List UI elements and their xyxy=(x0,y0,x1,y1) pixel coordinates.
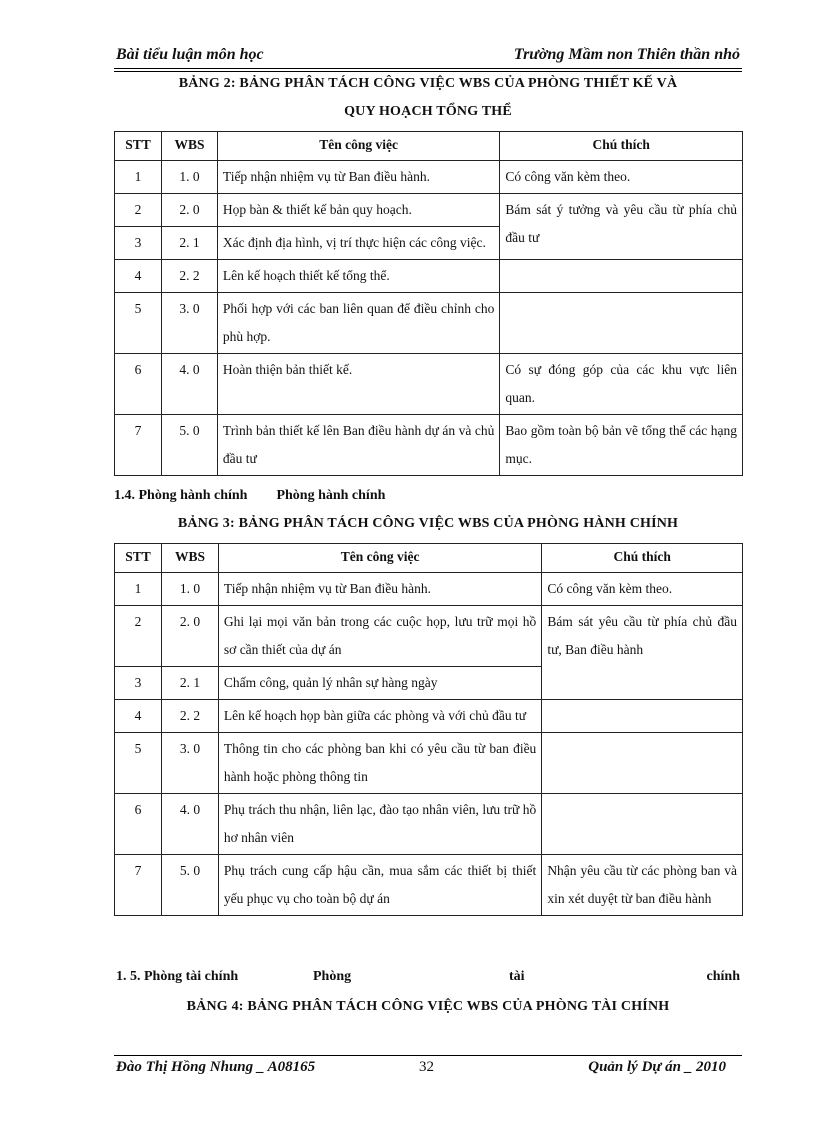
page-footer xyxy=(114,1059,742,1079)
cell-wbs: 4. 0 xyxy=(161,794,218,855)
cell-wbs: 2. 2 xyxy=(161,700,218,733)
header-rule xyxy=(114,68,742,69)
table2 xyxy=(114,131,743,476)
table-header-row xyxy=(115,544,743,573)
cell-wbs: 3. 0 xyxy=(161,733,218,794)
cell-task: Thông tin cho các phòng ban khi có yêu cầu từ ban điều hành hoặc phòng thông tin xyxy=(218,733,541,794)
header-task: Tên công việc xyxy=(218,544,541,573)
cell-note xyxy=(542,733,743,794)
cell-note: Bám sát yêu cầu từ phía chủ đầu tư, Ban điều hành xyxy=(542,606,743,700)
header-wbs: WBS xyxy=(161,544,218,573)
cell-note xyxy=(500,260,743,293)
table-header-row xyxy=(115,132,743,161)
cell-stt: 2 xyxy=(115,606,162,667)
cell-task: Ghi lại mọi văn bản trong các cuộc họp, lưu trữ mọi hồ sơ cần thiết của dự án xyxy=(218,606,541,667)
cell-wbs: 5. 0 xyxy=(161,855,218,916)
cell-stt: 1 xyxy=(115,161,162,194)
cell-stt: 3 xyxy=(115,667,162,700)
table3 xyxy=(114,543,743,916)
footer-subject: Quản lý Dự án _ 2010 xyxy=(588,1059,726,1075)
cell-stt: 6 xyxy=(115,794,162,855)
cell-note xyxy=(500,293,743,354)
cell-task: Phối hợp với các ban liên quan để điều chỉnh cho phù hợp. xyxy=(217,293,499,354)
cell-task: Phụ trách cung cấp hậu cần, mua sắm các thiết bị thiết yếu phục vụ cho toàn bộ dự án xyxy=(218,855,541,916)
cell-stt: 1 xyxy=(115,573,162,606)
table-row xyxy=(115,606,743,667)
section-word: Phòng xyxy=(313,969,352,984)
section-word: chính xyxy=(706,969,740,984)
header-school: Trường Mầm non Thiên thần nhỏ xyxy=(513,46,740,63)
cell-stt: 7 xyxy=(115,855,162,916)
table2-title-line1: BẢNG 2: BẢNG PHÂN TÁCH CÔNG VIỆC WBS CỦA PHÒNG THIẾT KẾ VÀ xyxy=(178,76,678,91)
cell-task: Họp bàn & thiết kế bản quy hoạch. xyxy=(217,194,499,227)
table-row xyxy=(115,354,743,415)
cell-wbs: 4. 0 xyxy=(161,354,217,415)
cell-note: Có công văn kèm theo. xyxy=(500,161,743,194)
section-word: tài xyxy=(509,969,525,984)
cell-stt: 7 xyxy=(115,415,162,476)
cell-task: Tiếp nhận nhiệm vụ từ Ban điều hành. xyxy=(218,573,541,606)
cell-stt: 5 xyxy=(115,293,162,354)
cell-wbs: 2. 0 xyxy=(161,606,218,667)
section-name: Phòng hành chính xyxy=(276,488,386,503)
section-label: 1. 5. Phòng tài chính xyxy=(116,969,239,984)
section-heading-1-4 xyxy=(114,488,385,504)
cell-wbs: 2. 2 xyxy=(161,260,217,293)
cell-stt: 6 xyxy=(115,354,162,415)
cell-stt: 5 xyxy=(115,733,162,794)
table-row xyxy=(115,161,743,194)
table-row xyxy=(115,855,743,916)
table-row xyxy=(115,293,743,354)
table-row xyxy=(115,700,743,733)
cell-wbs: 2. 0 xyxy=(161,194,217,227)
cell-note: Có sự đóng góp của các khu vực liên quan. xyxy=(500,354,743,415)
header-course: Bài tiểu luận môn học xyxy=(116,46,264,63)
header-note: Chú thích xyxy=(500,132,743,161)
table-row xyxy=(115,260,743,293)
table-row xyxy=(115,194,743,227)
footer-author: Đào Thị Hồng Nhung _ A08165 xyxy=(116,1059,316,1075)
header-stt: STT xyxy=(115,132,162,161)
cell-stt: 2 xyxy=(115,194,162,227)
cell-wbs: 1. 0 xyxy=(161,161,217,194)
cell-wbs: 2. 1 xyxy=(161,667,218,700)
table-row xyxy=(115,573,743,606)
cell-task: Lên kế hoạch thiết kế tổng thể. xyxy=(217,260,499,293)
table-row xyxy=(115,415,743,476)
cell-task: Chấm công, quản lý nhân sự hàng ngày xyxy=(218,667,541,700)
page-header xyxy=(114,46,742,68)
cell-stt: 4 xyxy=(115,260,162,293)
cell-task: Lên kế hoạch họp bàn giữa các phòng và với chủ đầu tư xyxy=(218,700,541,733)
table4-title: BẢNG 4: BẢNG PHÂN TÁCH CÔNG VIỆC WBS CỦA PHÒNG TÀI CHÍNH xyxy=(186,999,670,1014)
header-task: Tên công việc xyxy=(217,132,499,161)
cell-stt: 3 xyxy=(115,227,162,260)
cell-stt: 4 xyxy=(115,700,162,733)
cell-task: Xác định địa hình, vị trí thực hiện các công việc. xyxy=(217,227,499,260)
header-stt: STT xyxy=(115,544,162,573)
cell-wbs: 2. 1 xyxy=(161,227,217,260)
header-wbs: WBS xyxy=(161,132,217,161)
cell-wbs: 3. 0 xyxy=(161,293,217,354)
cell-note xyxy=(542,700,743,733)
table3-title: BẢNG 3: BẢNG PHÂN TÁCH CÔNG VIỆC WBS CỦA PHÒNG HÀNH CHÍNH xyxy=(177,516,679,531)
cell-note: Có công văn kèm theo. xyxy=(542,573,743,606)
cell-task: Phụ trách thu nhận, liên lạc, đào tạo nhân viên, lưu trữ hồ hơ nhân viên xyxy=(218,794,541,855)
header-rule-double xyxy=(114,71,742,72)
cell-note: Bám sát ý tưởng và yêu cầu từ phía chủ đầu tư xyxy=(500,194,743,260)
table2-title-line2: QUY HOẠCH TỔNG THỂ xyxy=(344,104,512,119)
table-row xyxy=(115,794,743,855)
cell-note: Nhận yêu cầu từ các phòng ban và xin xét duyệt từ ban điều hành xyxy=(542,855,743,916)
cell-task: Hoàn thiện bản thiết kế. xyxy=(217,354,499,415)
page-number: 32 xyxy=(419,1059,434,1075)
cell-task: Trình bản thiết kế lên Ban điều hành dự án và chủ đầu tư xyxy=(217,415,499,476)
cell-wbs: 1. 0 xyxy=(161,573,218,606)
header-note: Chú thích xyxy=(542,544,743,573)
cell-wbs: 5. 0 xyxy=(161,415,217,476)
cell-note: Bao gồm toàn bộ bản vẽ tổng thể các hạng mục. xyxy=(500,415,743,476)
section-label: 1.4. Phòng hành chính xyxy=(114,488,248,503)
table-row xyxy=(115,733,743,794)
cell-task: Tiếp nhận nhiệm vụ từ Ban điều hành. xyxy=(217,161,499,194)
cell-note xyxy=(542,794,743,855)
footer-rule xyxy=(114,1055,742,1056)
